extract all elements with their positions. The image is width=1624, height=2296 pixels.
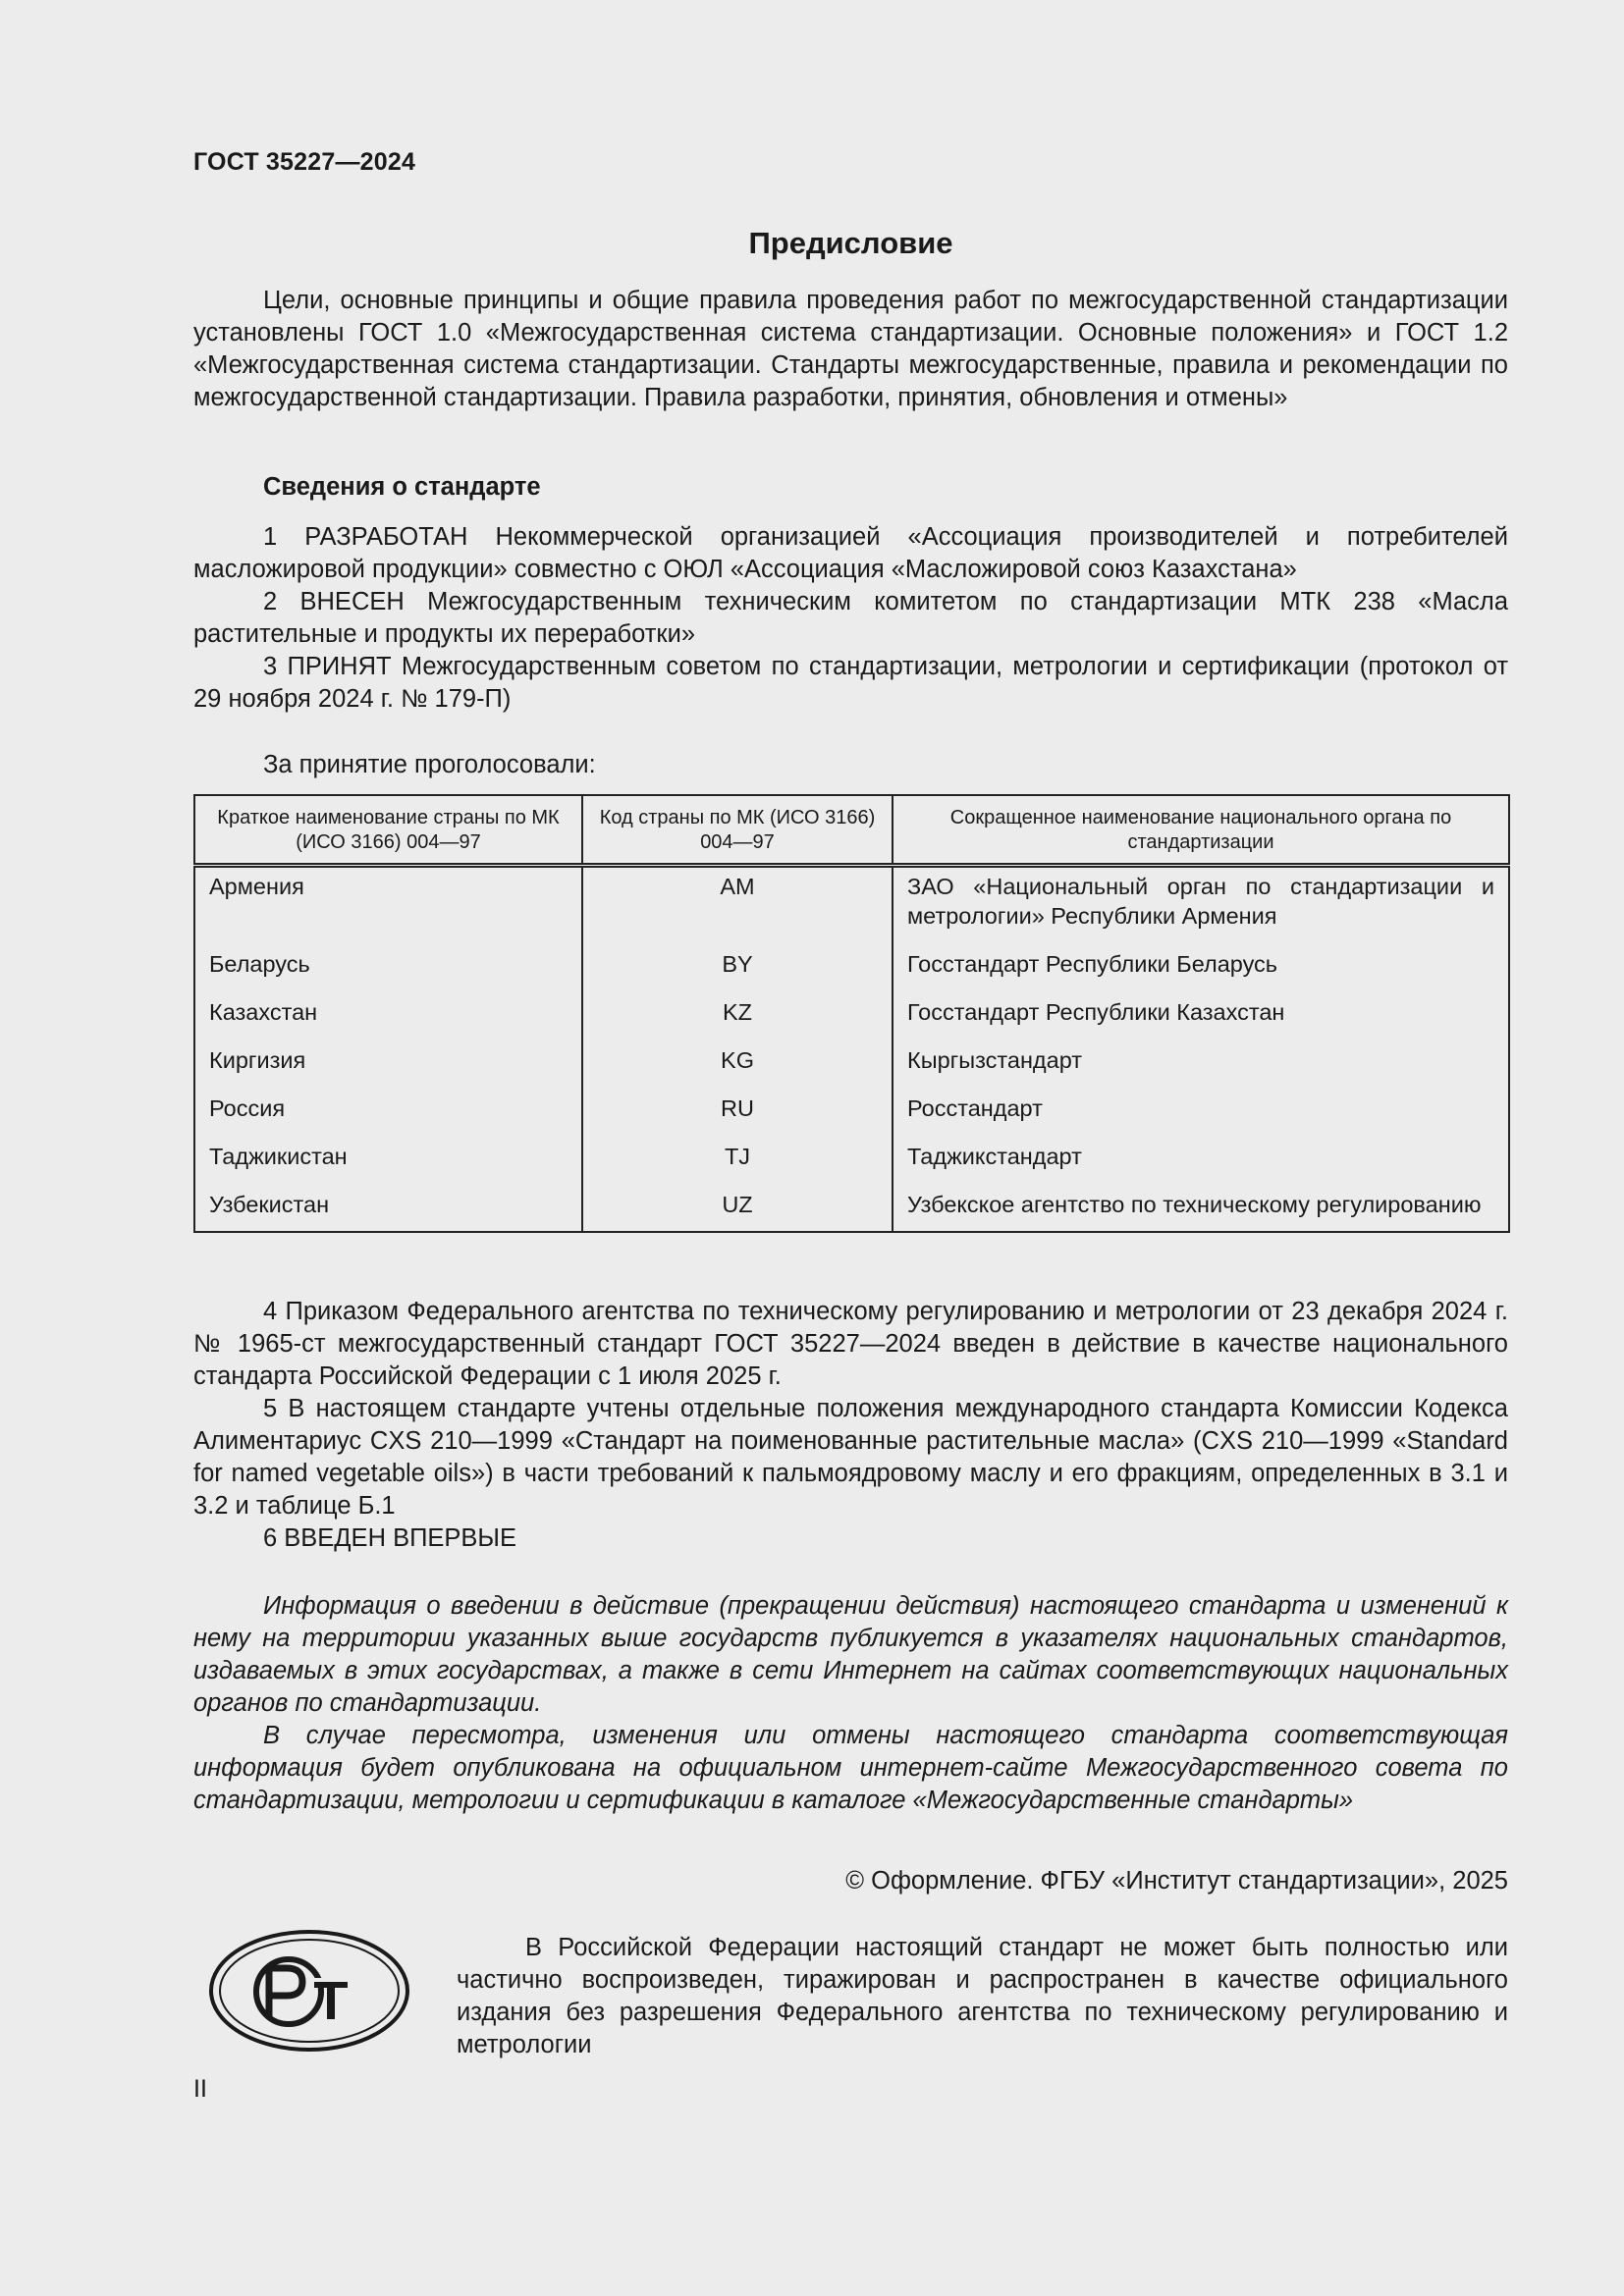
intro-section xyxy=(193,285,1508,414)
standard-info-heading: Сведения о стандарте xyxy=(263,473,541,501)
intro-paragraph: Цели, основные принципы и общие правила проведения работ по межгосударственной стандартизации установлены ГОСТ 1.0 «Межгосударственная система стандартизации. Основные положения» и ГОСТ 1.2 «Межгосударственная система стандартизации. Стандарты межгосударственные, правила и рекомендации по межгосударственной стандартизации. Правила разработки, принятия, обновления и отмены» xyxy=(193,287,1508,411)
column-header-org: Сокращенное наименование национального органа по стандартизации xyxy=(893,795,1509,866)
country-code: KG xyxy=(582,1041,893,1090)
adoption-item-6: 6 ВВЕДЕН ВПЕРВЫЕ xyxy=(263,1524,517,1552)
national-body: Росстандарт xyxy=(893,1090,1509,1138)
country-name: Узбекистан xyxy=(194,1186,582,1232)
adoption-item-5: 5 В настоящем стандарте учтены отдельные положения международного стандарта Комиссии Кодекса Алиментариус CXS 210—1999 «Стандарт на поименованные растительные масла» (CXS 210—1999 «Standard for named vegetable oils») в части требований к пальмоядровому маслу и его фракциям, определенных в 3.1 и 3.2 и таблице Б.1 xyxy=(193,1395,1508,1520)
national-body: ЗАО «Национальный орган по стандартизации и метрологии» Республики Армения xyxy=(893,866,1509,946)
country-code: UZ xyxy=(582,1186,893,1232)
country-code: KZ xyxy=(582,993,893,1041)
voting-countries-table xyxy=(193,794,1510,1233)
national-body: Узбекское агентство по техническому регулированию xyxy=(893,1186,1509,1232)
country-code: RU xyxy=(582,1090,893,1138)
document-code: ГОСТ 35227—2024 xyxy=(193,148,416,176)
page-number: II xyxy=(193,2075,207,2103)
table-row xyxy=(194,993,1509,1041)
page-title: Предисловие xyxy=(748,226,953,260)
reproduction-notice xyxy=(457,1932,1508,2061)
standard-info-list xyxy=(193,521,1508,716)
copyright-line: © Оформление. ФГБУ «Институт стандартизации», 2025 xyxy=(845,1867,1508,1895)
table-row xyxy=(194,1186,1509,1232)
country-code: AM xyxy=(582,866,893,946)
national-body: Кыргызстандарт xyxy=(893,1041,1509,1090)
table-row xyxy=(194,1041,1509,1090)
reproduction-notice-text: В Российской Федерации настоящий стандарт не может быть полностью или частично воспроизведен, тиражирован и распространен в качестве официального издания без разрешения Федерального агентства по техническому регулированию и метрологии xyxy=(457,1934,1508,2058)
country-name: Киргизия xyxy=(194,1041,582,1090)
country-name: Таджикистан xyxy=(194,1138,582,1186)
standard-info-item-3: 3 ПРИНЯТ Межгосударственным советом по стандартизации, метрологии и сертификации (протокол от 29 ноября 2024 г. № 179-П) xyxy=(193,653,1508,713)
table-header-row xyxy=(194,795,1509,866)
info-note-1: Информация о введении в действие (прекращении действия) настоящего стандарта и изменений к нему на территории указанных выше государств публикуется в указателях национальных стандартов, издаваемых в этих государствах, а также в сети Интернет на сайтах соответствующих национальных органов по стандартизации. xyxy=(193,1592,1508,1717)
country-code: BY xyxy=(582,945,893,993)
country-name: Армения xyxy=(194,866,582,946)
country-name: Казахстан xyxy=(194,993,582,1041)
adoption-item-4: 4 Приказом Федерального агентства по техническому регулированию и метрологии от 23 декабря 2024 г. № 1965-ст межгосударственный стандарт ГОСТ 35227—2024 введен в действие в качестве национального стандарта Российской Федерации с 1 июля 2025 г. xyxy=(193,1298,1508,1390)
adoption-details xyxy=(193,1296,1508,1555)
country-name: Россия xyxy=(194,1090,582,1138)
country-code: TJ xyxy=(582,1138,893,1186)
national-body: Таджикстандарт xyxy=(893,1138,1509,1186)
vote-label: За принятие проголосовали: xyxy=(263,751,596,778)
column-header-country: Краткое наименование страны по МК (ИСО 3166) 004—97 xyxy=(194,795,582,866)
country-name: Беларусь xyxy=(194,945,582,993)
info-notes xyxy=(193,1590,1508,1817)
rst-certification-mark-icon xyxy=(208,1929,410,2053)
info-note-2: В случае пересмотра, изменения или отмены настоящего стандарта соответствующая информация будет опубликована на официальном интернет-сайте Межгосударственного совета по стандартизации, метрологии и сертификации в каталоге «Межгосударственные стандарты» xyxy=(193,1722,1508,1814)
table-row xyxy=(194,866,1509,946)
table-row xyxy=(194,945,1509,993)
national-body: Госстандарт Республики Казахстан xyxy=(893,993,1509,1041)
national-body: Госстандарт Республики Беларусь xyxy=(893,945,1509,993)
column-header-code: Код страны по МК (ИСО 3166) 004—97 xyxy=(582,795,893,866)
table-row xyxy=(194,1090,1509,1138)
standard-info-item-1: 1 РАЗРАБОТАН Некоммерческой организацией «Ассоциация производителей и потребителей масложировой продукции» совместно с ОЮЛ «Ассоциация «Масложировой союз Казахстана» xyxy=(193,523,1508,583)
standard-info-item-2: 2 ВНЕСЕН Межгосударственным техническим комитетом по стандартизации МТК 238 «Масла растительные и продукты их переработки» xyxy=(193,588,1508,648)
table-row xyxy=(194,1138,1509,1186)
